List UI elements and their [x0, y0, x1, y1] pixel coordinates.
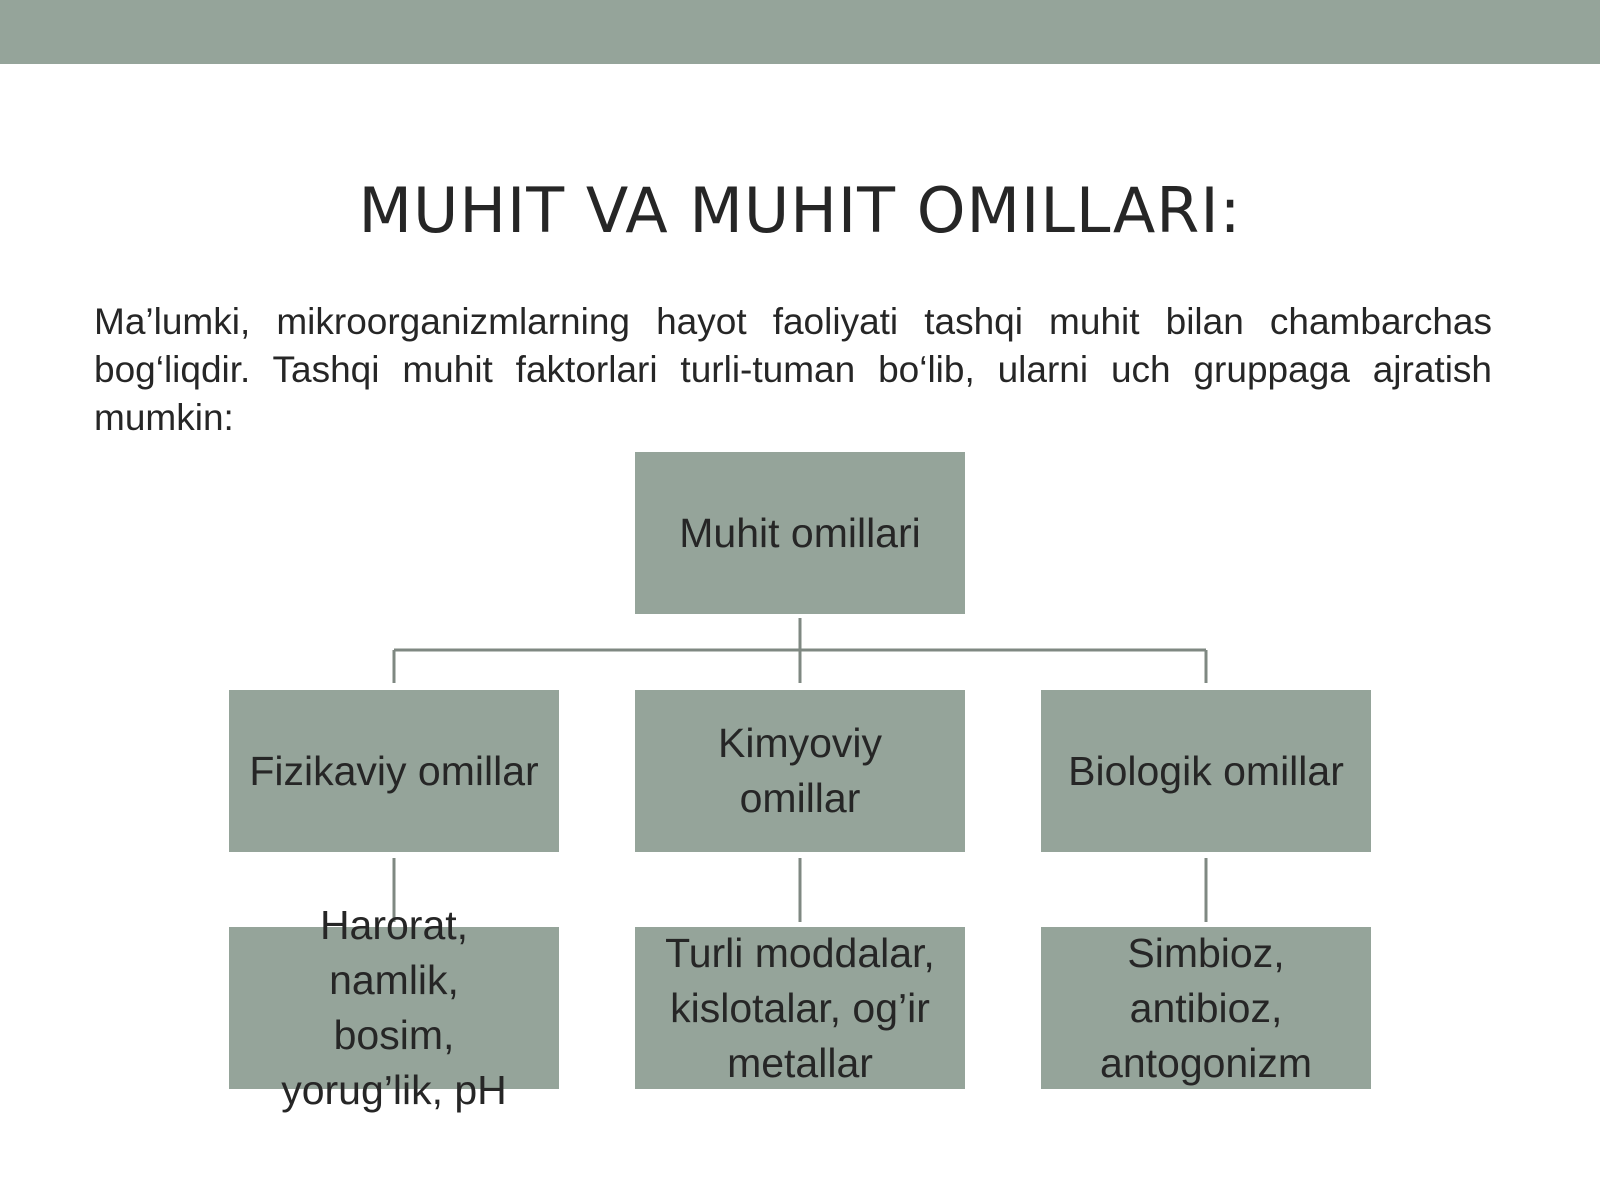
- detail-node-fizikaviy: [229, 902, 559, 1113]
- slide-title: MUHIT VA MUHIT OMILLARI:: [358, 174, 1242, 247]
- group-node-fizikaviy: [229, 690, 559, 852]
- group-node-kimyoviy: [635, 690, 965, 852]
- group-node-label: Biologik omillar: [1068, 747, 1344, 794]
- root-node-label: Muhit omillari: [679, 509, 921, 556]
- detail-node-biologik: [1041, 927, 1371, 1089]
- group-node-label: Fizikaviy omillar: [249, 747, 539, 794]
- detail-node-label: Harorat, namlik, bosim, yorug’lik, pH: [281, 902, 507, 1113]
- group-node-label: Kimyoviy omillar: [717, 720, 883, 821]
- detail-node-label: Simbioz, antibioz, antogonizm: [1100, 929, 1312, 1086]
- detail-node-kimyoviy: [635, 927, 965, 1089]
- root-node: [635, 452, 965, 614]
- intro-paragraph: Ma’lumki, mikroorganizmlarning hayot faoliyati tashqi muhit bilan chambarchas bog‘liqdir. Tashqi muhit faktorlari turli-tuman bo‘lib, ularni uch gruppaga ajratish mumkin:: [94, 301, 1492, 438]
- group-node-biologik: [1041, 690, 1371, 852]
- detail-node-label: Turli moddalar, kislotalar, og’ir metallar: [665, 929, 935, 1086]
